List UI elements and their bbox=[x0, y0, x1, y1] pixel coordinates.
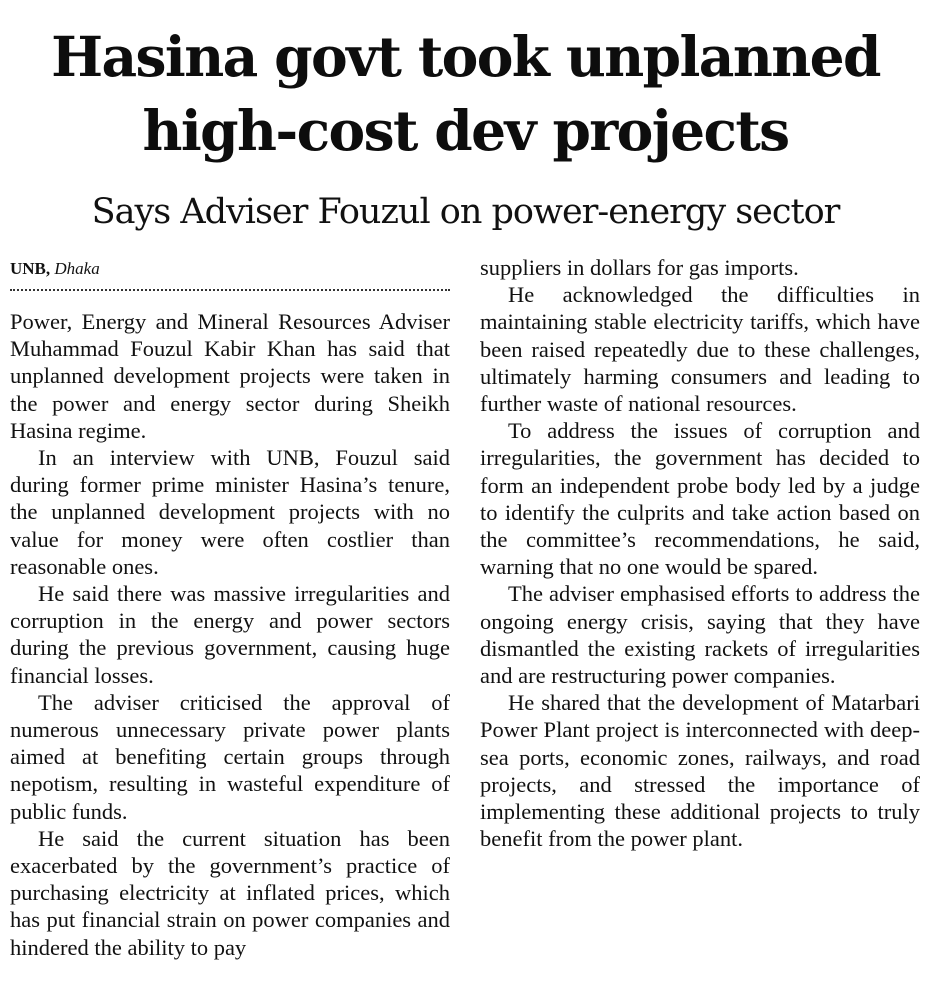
subheadline: Says Adviser Fouzul on power-energy sector bbox=[91, 192, 840, 232]
headline bbox=[0, 20, 931, 168]
byline-agency: UNB, bbox=[10, 259, 51, 278]
paragraph: He said the current situation has been exacerbated by the government’s practice of purchasing electricity at inflated prices, which has put financial strain on power companies and hindered the ability to pay bbox=[10, 825, 450, 960]
paragraph: In an interview with UNB, Fouzul said during former prime minister Hasina’s tenure, the unplanned development projects with no value for money were often costlier than reasonable ones. bbox=[10, 445, 450, 579]
headline-line-1: Hasina govt took unplanned bbox=[51, 24, 880, 89]
paragraph: To address the issues of corruption and irregularities, the government has decided to form an independent probe body led by a judge to identify the culprits and take action based on the committee’s recommendations, he said, warning that no one would be spared. bbox=[480, 418, 920, 580]
right-column bbox=[480, 254, 920, 852]
paragraph: He acknowledged the difficulties in maintaining stable electricity tariffs, which have been raised repeatedly due to these challenges, ultimately harming consumers and leading to further waste of national resources. bbox=[480, 282, 920, 417]
paragraph: The adviser criticised the approval of numerous unnecessary private power plants aimed at benefiting certain groups through nepotism, resulting in wasteful expenditure of public funds. bbox=[10, 689, 450, 824]
left-column bbox=[10, 308, 450, 961]
paragraph-continued: suppliers in dollars for gas imports. bbox=[480, 255, 799, 280]
byline bbox=[10, 258, 450, 280]
paragraph: Power, Energy and Mineral Resources Adviser Muhammad Fouzul Kabir Khan has said that unplanned development projects were taken in the power and energy sector during Sheikh Hasina regime. bbox=[10, 309, 450, 443]
paragraph: He said there was massive irregularities and corruption in the energy and power sectors during the previous government, causing huge financial losses. bbox=[10, 581, 450, 688]
paragraph: He shared that the development of Matarbari Power Plant project is interconnected with deep-sea ports, economic zones, railways, and road projects, and stressed the importance of implementing these additional projects to truly benefit from the power plant. bbox=[480, 690, 920, 852]
headline-line-2: high-cost dev projects bbox=[142, 98, 789, 163]
paragraph: The adviser emphasised efforts to address the ongoing energy crisis, saying that they have dismantled the existing rackets of irregularities and are restructuring power companies. bbox=[480, 581, 920, 689]
byline-place: Dhaka bbox=[54, 259, 100, 278]
byline-divider bbox=[10, 289, 450, 291]
